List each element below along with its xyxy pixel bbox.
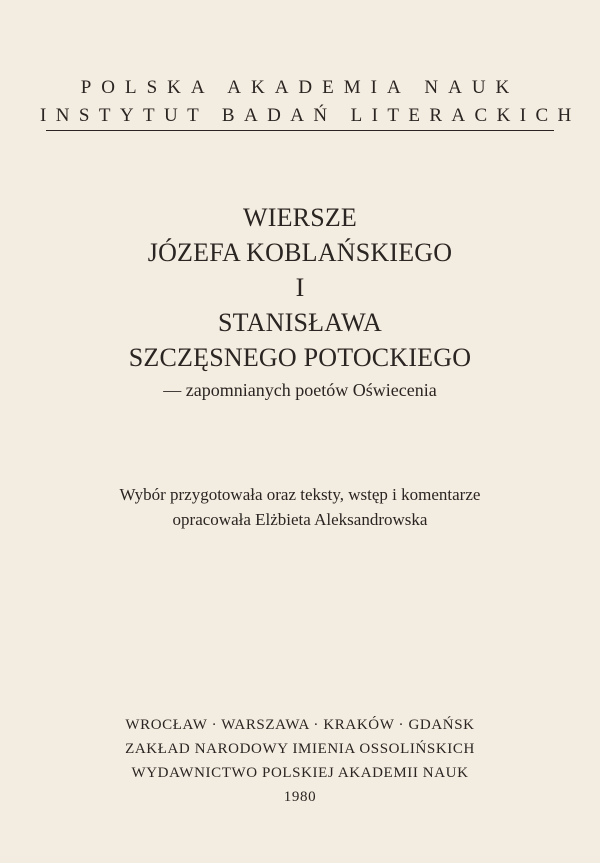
imprint-publisher: WYDAWNICTWO POLSKIEJ AKADEMII NAUK [131,765,469,781]
editor-credit [0,482,600,532]
imprint-year: 1980 [283,789,317,805]
header-rule [46,130,554,131]
title-line: SZCZĘSNEGO POTOCKIEGO [128,343,472,372]
imprint-cities: WROCŁAW · WARSZAWA · KRAKÓW · GDAŃSK [125,717,475,733]
institute-name: INSTYTUT BADAŃ LITERACKICH [40,105,581,126]
imprint-publisher: ZAKŁAD NARODOWY IMIENIA OSSOLIŃSKICH [125,741,475,757]
editor-line: opracowała Elżbieta Aleksandrowska [172,510,428,529]
title-line: I [295,273,305,302]
imprint [0,713,600,809]
title-line: WIERSZE [242,203,358,232]
title-line: JÓZEFA KOBLAŃSKIEGO [147,238,453,267]
book-title [0,200,600,403]
title-line: STANISŁAWA [218,308,382,337]
institution-name: POLSKA AKADEMIA NAUK [80,77,520,98]
editor-line: Wybór przygotowała oraz teksty, wstęp i komentarze [119,485,481,504]
book-subtitle: — zapomnianych poetów Oświecenia [163,380,437,400]
